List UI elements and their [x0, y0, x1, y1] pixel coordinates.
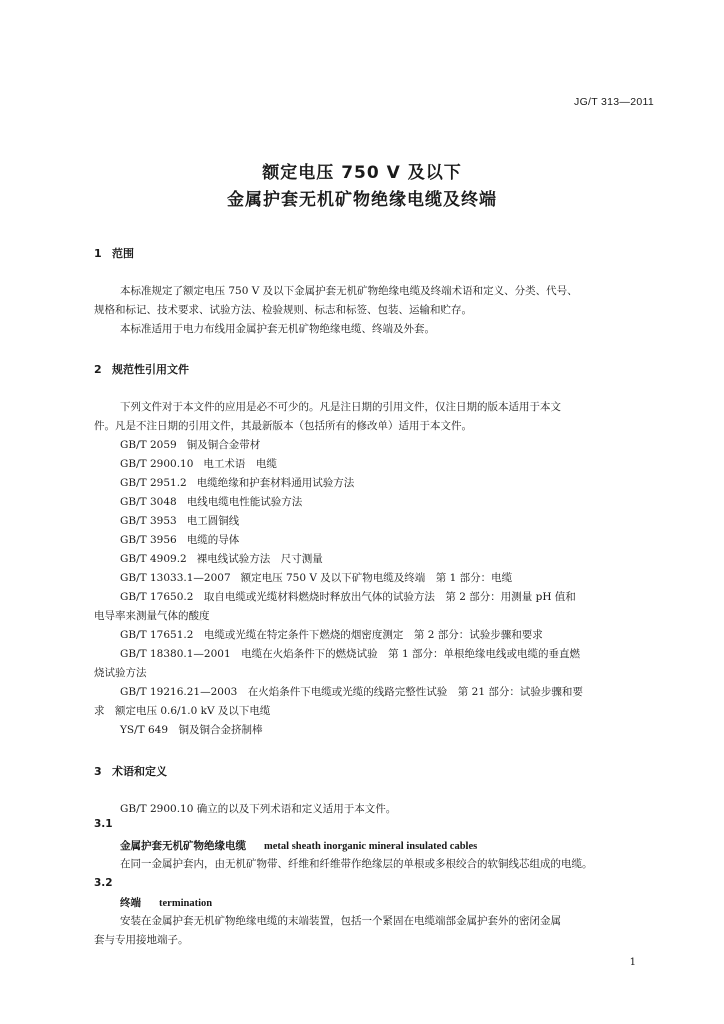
reference-item — [120, 571, 512, 585]
paragraph-line: 件。凡是不注日期的引用文件，其最新版本（包括所有的修改单）适用于本文件。 — [94, 420, 472, 432]
reference-title: 裸电线试验方法 尺寸测量 — [196, 553, 323, 565]
reference-title: 电线电缆电性能试验方法 — [186, 496, 303, 508]
reference-code: GB/T 3953 — [120, 515, 177, 527]
reference-item — [120, 495, 302, 509]
reference-item — [120, 457, 277, 471]
paragraph-line: 规格和标记、技术要求、试验方法、检验规则、标志和标签、包装、运输和贮存。 — [94, 304, 472, 316]
paragraph-line: 本标准适用于电力布线用金属护套无机矿物绝缘电缆、终端及外套。 — [120, 323, 435, 335]
reference-title: 电缆的导体 — [186, 534, 240, 546]
term-definition-continuation: 套与专用接地端子。 — [94, 934, 189, 946]
term-english: termination — [159, 898, 213, 909]
reference-title: 铜及铜合金带材 — [186, 439, 261, 451]
term-chinese: 金属护套无机矿物绝缘电缆 — [120, 840, 246, 852]
page-number: 1 — [629, 957, 636, 968]
reference-code: GB/T 2059 — [120, 439, 177, 451]
reference-item-continuation: 烧试验方法 — [94, 667, 147, 679]
title-line-1: 额定电压 750 V 及以下 — [262, 163, 462, 183]
section-number: 3 — [94, 765, 102, 778]
paragraph-line: 本标准规定了额定电压 750 V 及以下金属护套无机矿物绝缘电缆及终端术语和定义、分类、代号、 — [120, 285, 578, 297]
reference-title: 电缆绝缘和护套材料通用试验方法 — [196, 477, 355, 489]
reference-item-continuation: 电导率来测量气体的酸度 — [94, 610, 210, 622]
reference-item — [120, 514, 239, 528]
reference-code: GB/T 3956 — [120, 534, 177, 546]
section-2-heading — [94, 361, 189, 377]
reference-code: GB/T 2900.10 — [120, 458, 194, 470]
reference-item: GB/T 17650.2 取自电缆或光缆材料燃烧时释放出气体的试验方法 第 2 部分：用测量 pH 值和 — [120, 591, 576, 603]
reference-title: 电工术语 电缆 — [203, 458, 277, 470]
section-title: 术语和定义 — [112, 765, 167, 778]
reference-code: GB/T 13033.1—2007 — [120, 572, 231, 584]
reference-code: GB/T 2951.2 — [120, 477, 187, 489]
term-english: metal sheath inorganic mineral insulated cables — [264, 841, 478, 852]
section-1-heading — [94, 245, 134, 261]
paragraph-line: 下列文件对于本文件的应用是必不可少的。凡是注日期的引用文件，仅注日期的版本适用于本文 — [120, 401, 561, 413]
title-line-2: 金属护套无机矿物绝缘电缆及终端 — [227, 190, 497, 210]
reference-item: GB/T 17651.2 电缆或光缆在特定条件下燃烧的烟密度测定 第 2 部分：试验步骤和要求 — [120, 629, 543, 641]
section-3-heading — [94, 763, 167, 779]
term-definition: 安装在金属护套无机矿物绝缘电缆的末端装置，包括一个紧固在电缆端部金属护套外的密闭金属 — [120, 915, 561, 927]
section-title: 范围 — [112, 247, 134, 260]
reference-item: GB/T 19216.21—2003 在火焰条件下电缆或光缆的线路完整性试验 第 21 部分：试验步骤和要 — [120, 686, 583, 698]
reference-code: GB/T 4909.2 — [120, 553, 187, 565]
section-title: 规范性引用文件 — [112, 363, 189, 376]
paragraph-line: GB/T 2900.10 确立的以及下列术语和定义适用于本文件。 — [120, 803, 397, 815]
section-number: 2 — [94, 363, 102, 376]
clause-number: 3.2 — [94, 877, 113, 889]
term-chinese: 终端 — [120, 897, 141, 909]
term-heading — [120, 838, 477, 853]
clause-number: 3.1 — [94, 818, 113, 830]
reference-item-continuation: 求 额定电压 0.6/1.0 kV 及以下电缆 — [94, 705, 271, 717]
standard-code: JG/T 313—2011 — [574, 96, 654, 108]
reference-item — [120, 476, 354, 490]
reference-item: YS/T 649 铜及铜合金挤制棒 — [120, 724, 263, 736]
reference-code: GB/T 3048 — [120, 496, 177, 508]
reference-item — [120, 533, 239, 547]
reference-title: 额定电压 750 V 及以下矿物电缆及终端 第 1 部分：电缆 — [240, 572, 513, 584]
reference-item — [120, 438, 260, 452]
term-definition: 在同一金属护套内，由无机矿物带、纤维和纤维带作绝缘层的单根或多根绞合的软铜线芯组成的电缆。 — [120, 858, 593, 870]
reference-item — [120, 552, 323, 566]
reference-title: 电工圆铜线 — [186, 515, 240, 527]
term-heading — [120, 895, 212, 910]
section-number: 1 — [94, 247, 102, 260]
reference-item: GB/T 18380.1—2001 电缆在火焰条件下的燃烧试验 第 1 部分：单根绝缘电线或电缆的垂直燃 — [120, 648, 580, 660]
